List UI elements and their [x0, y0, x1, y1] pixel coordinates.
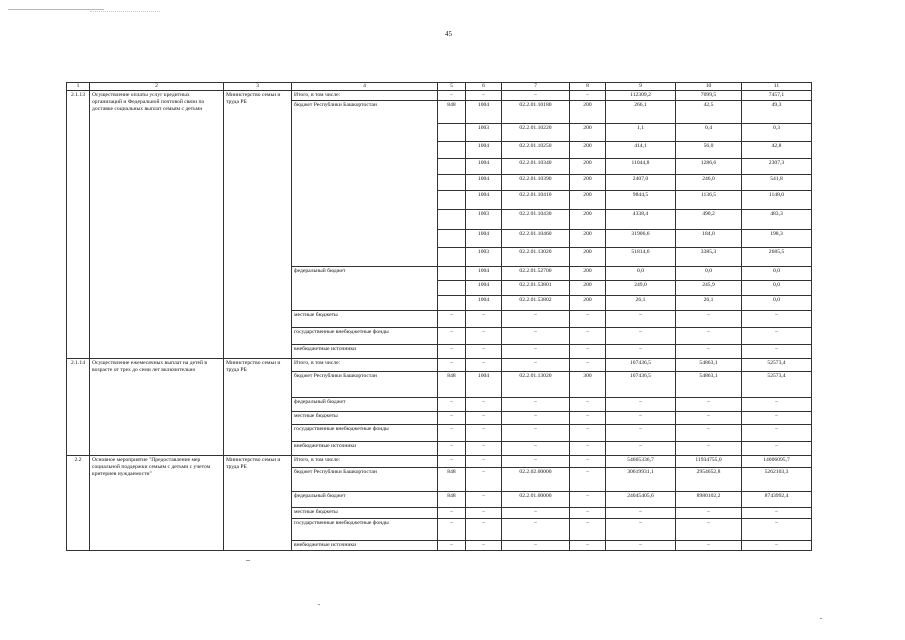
value-cell: –: [502, 327, 570, 344]
scan-mark-line: [8, 9, 104, 10]
value-cell: 02.2.01.10180: [502, 100, 570, 123]
value-cell: 02.2.01.13020: [502, 371, 570, 397]
value-cell: –: [502, 358, 570, 371]
value-cell: 54863,1: [676, 358, 742, 371]
source-label: бюджет Республики Башкортостан: [292, 371, 438, 397]
value-cell: –: [502, 310, 570, 327]
value-cell: 200: [570, 123, 606, 141]
source-label: местные бюджеты: [292, 507, 438, 518]
item-executor: Министерство семьи и труда РБ: [224, 455, 292, 550]
value-cell: –: [438, 411, 466, 424]
value-cell: –: [676, 327, 742, 344]
value-cell: –: [438, 358, 466, 371]
value-cell: 02.2.01.10340: [502, 158, 570, 174]
source-label: Итого, в том числе:: [292, 358, 438, 371]
value-cell: –: [676, 507, 742, 518]
value-cell: 1004: [466, 280, 502, 295]
value-cell: –: [438, 397, 466, 411]
value-cell: [438, 229, 466, 247]
value-cell: [438, 247, 466, 266]
value-cell: –: [742, 327, 812, 344]
value-cell: 200: [570, 295, 606, 310]
source-label: Итого, в том числе:: [292, 90, 438, 100]
source-label: государственные внебюджетные фонды: [292, 518, 438, 540]
source-label: местные бюджеты: [292, 310, 438, 327]
value-cell: –: [676, 540, 742, 550]
value-cell: 848: [438, 491, 466, 507]
value-cell: –: [466, 90, 502, 100]
header-cell: 4: [292, 83, 438, 91]
value-cell: –: [502, 455, 570, 467]
item-number: 2.1.14: [67, 358, 90, 455]
value-cell: 200: [570, 141, 606, 158]
value-cell: 02.2.01.53801: [502, 280, 570, 295]
header-cell: 3: [224, 83, 292, 91]
value-cell: 02.2.01.10390: [502, 174, 570, 190]
value-cell: 1003: [466, 123, 502, 141]
value-cell: [438, 174, 466, 190]
value-cell: 0,0: [742, 295, 812, 310]
value-cell: –: [570, 310, 606, 327]
value-cell: 414,1: [606, 141, 676, 158]
value-cell: 0,0: [742, 280, 812, 295]
value-cell: 26,1: [606, 295, 676, 310]
header-cell: 1: [67, 83, 90, 91]
value-cell: 200: [570, 266, 606, 280]
value-cell: 848: [438, 100, 466, 123]
value-cell: –: [570, 327, 606, 344]
value-cell: 200: [570, 280, 606, 295]
value-cell: 1003: [466, 247, 502, 266]
value-cell: 02.2.01.10460: [502, 229, 570, 247]
value-cell: –: [466, 441, 502, 455]
value-cell: 02.2.01.10410: [502, 190, 570, 209]
header-cell: 2: [90, 83, 224, 91]
value-cell: –: [570, 441, 606, 455]
header-cell: 11: [742, 83, 812, 91]
value-cell: 5262103,3: [742, 467, 812, 491]
value-cell: –: [502, 90, 570, 100]
value-cell: 11044,8: [606, 158, 676, 174]
item-executor: Министерство семьи и труда РБ: [224, 90, 292, 358]
value-cell: 1004: [466, 190, 502, 209]
value-cell: –: [502, 540, 570, 550]
value-cell: –: [606, 540, 676, 550]
value-cell: –: [606, 344, 676, 358]
value-cell: 11934755,0: [676, 455, 742, 467]
value-cell: –: [466, 467, 502, 491]
header-cell: 5: [438, 83, 466, 91]
value-cell: [438, 295, 466, 310]
source-label: федеральный бюджет: [292, 397, 438, 411]
value-cell: 52573,4: [742, 358, 812, 371]
value-cell: –: [466, 411, 502, 424]
value-cell: –: [502, 411, 570, 424]
value-cell: [438, 209, 466, 229]
value-cell: –: [606, 397, 676, 411]
value-cell: –: [676, 310, 742, 327]
value-cell: 112309,2: [606, 90, 676, 100]
value-cell: –: [676, 424, 742, 441]
value-cell: –: [742, 411, 812, 424]
value-cell: –: [466, 424, 502, 441]
value-cell: 2407,0: [606, 174, 676, 190]
value-cell: 1136,5: [676, 190, 742, 209]
value-cell: 30619931,1: [606, 467, 676, 491]
value-cell: 0,0: [606, 266, 676, 280]
value-cell: 246,0: [676, 174, 742, 190]
value-cell: 200: [570, 247, 606, 266]
value-cell: 483,3: [742, 209, 812, 229]
item-number: 2.2: [67, 455, 90, 550]
value-cell: 2307,3: [742, 158, 812, 174]
value-cell: –: [466, 310, 502, 327]
value-cell: 200: [570, 229, 606, 247]
header-cell: 6: [466, 83, 502, 91]
source-label: бюджет Республики Башкортостан: [292, 467, 438, 491]
value-cell: [438, 190, 466, 209]
value-cell: –: [570, 90, 606, 100]
value-cell: 49,3: [742, 100, 812, 123]
value-cell: –: [438, 455, 466, 467]
value-cell: 0,0: [676, 266, 742, 280]
header-cell: 7: [502, 83, 570, 91]
value-cell: –: [570, 344, 606, 358]
value-cell: 1286,6: [676, 158, 742, 174]
value-cell: 249,0: [606, 280, 676, 295]
value-cell: –: [606, 424, 676, 441]
value-cell: –: [438, 441, 466, 455]
value-cell: 02.2.01.53802: [502, 295, 570, 310]
value-cell: 1004: [466, 158, 502, 174]
budget-table: [66, 82, 812, 551]
value-cell: 245,9: [676, 280, 742, 295]
value-cell: –: [438, 507, 466, 518]
value-cell: 7099,5: [676, 90, 742, 100]
value-cell: 200: [570, 209, 606, 229]
value-cell: 198,3: [742, 229, 812, 247]
value-cell: [438, 123, 466, 141]
value-cell: 24045405,6: [606, 491, 676, 507]
value-cell: 107436,5: [606, 371, 676, 397]
value-cell: 31906,6: [606, 229, 676, 247]
value-cell: 300: [570, 371, 606, 397]
value-cell: –: [466, 327, 502, 344]
source-label: Итого, в том числе:: [292, 455, 438, 467]
value-cell: 4338,4: [606, 209, 676, 229]
value-cell: –: [570, 540, 606, 550]
value-cell: 1004: [466, 295, 502, 310]
value-cell: 848: [438, 371, 466, 397]
value-cell: –: [466, 518, 502, 540]
value-cell: 7457,1: [742, 90, 812, 100]
value-cell: 1148,0: [742, 190, 812, 209]
source-label: федеральный бюджет: [292, 491, 438, 507]
value-cell: –: [676, 397, 742, 411]
header-cell: 9: [606, 83, 676, 91]
value-cell: –: [742, 344, 812, 358]
value-cell: –: [466, 344, 502, 358]
value-cell: –: [570, 411, 606, 424]
value-cell: –: [742, 540, 812, 550]
scan-speck: [318, 604, 320, 605]
value-cell: 9844,5: [606, 190, 676, 209]
value-cell: –: [676, 441, 742, 455]
value-cell: –: [502, 424, 570, 441]
value-cell: –: [502, 397, 570, 411]
value-cell: –: [438, 540, 466, 550]
value-cell: –: [466, 540, 502, 550]
value-cell: [438, 141, 466, 158]
value-cell: –: [438, 518, 466, 540]
header-cell: 8: [570, 83, 606, 91]
value-cell: 541,8: [742, 174, 812, 190]
value-cell: –: [466, 397, 502, 411]
header-cell: 10: [676, 83, 742, 91]
value-cell: –: [742, 441, 812, 455]
value-cell: 200: [570, 100, 606, 123]
value-cell: –: [742, 518, 812, 540]
value-cell: 1004: [466, 100, 502, 123]
value-cell: –: [438, 344, 466, 358]
source-label: бюджет Республики Башкортостан: [292, 100, 438, 266]
source-label: местные бюджеты: [292, 411, 438, 424]
value-cell: 0,3: [742, 123, 812, 141]
value-cell: 51814,6: [606, 247, 676, 266]
value-cell: 3385,3: [676, 247, 742, 266]
value-cell: –: [502, 518, 570, 540]
value-cell: –: [438, 424, 466, 441]
value-cell: –: [502, 441, 570, 455]
item-number: 2.1.13: [67, 90, 90, 358]
value-cell: 1004: [466, 371, 502, 397]
value-cell: 1004: [466, 174, 502, 190]
value-cell: 42,8: [742, 141, 812, 158]
value-cell: 266,1: [606, 100, 676, 123]
value-cell: –: [570, 424, 606, 441]
value-cell: –: [466, 358, 502, 371]
value-cell: –: [742, 424, 812, 441]
source-label: внебюджетные источники: [292, 441, 438, 455]
value-cell: –: [502, 344, 570, 358]
value-cell: 1004: [466, 229, 502, 247]
value-cell: –: [742, 397, 812, 411]
table-header-row: [67, 83, 812, 91]
value-cell: –: [606, 518, 676, 540]
value-cell: 1004: [466, 266, 502, 280]
value-cell: 14006095,7: [742, 455, 812, 467]
value-cell: 02.2.01.00000: [502, 491, 570, 507]
value-cell: 54665336,7: [606, 455, 676, 467]
value-cell: –: [438, 90, 466, 100]
source-label: внебюджетные источники: [292, 344, 438, 358]
value-cell: 02.2.01.13020: [502, 247, 570, 266]
value-cell: –: [570, 507, 606, 518]
value-cell: [438, 158, 466, 174]
value-cell: 200: [570, 158, 606, 174]
value-cell: –: [570, 455, 606, 467]
value-cell: –: [742, 507, 812, 518]
value-cell: 2954652,8: [676, 467, 742, 491]
value-cell: 200: [570, 174, 606, 190]
value-cell: 1004: [466, 141, 502, 158]
value-cell: 54863,1: [676, 371, 742, 397]
value-cell: –: [676, 344, 742, 358]
value-cell: 8980102,2: [676, 491, 742, 507]
table-row: [67, 90, 812, 100]
value-cell: 02.2.01.10220: [502, 123, 570, 141]
value-cell: –: [606, 441, 676, 455]
value-cell: –: [466, 507, 502, 518]
item-name: Осуществление ежемесячных выплат на детей в возрасте от трех до семи лет включительно: [90, 358, 224, 455]
value-cell: 02.2.02.00000: [502, 467, 570, 491]
value-cell: –: [606, 327, 676, 344]
value-cell: [438, 280, 466, 295]
page-number: 45: [445, 30, 452, 38]
value-cell: 02.2.01.10250: [502, 141, 570, 158]
scan-speck: [820, 618, 822, 619]
value-cell: 0,4: [676, 123, 742, 141]
item-name: Осуществление оплаты услуг кредитных организаций и Федеральной почтовой связи по доставке социальных выплат семьям с детьми: [90, 90, 224, 358]
value-cell: 2685,5: [742, 247, 812, 266]
value-cell: 52573,4: [742, 371, 812, 397]
value-cell: –: [676, 518, 742, 540]
item-name: Основное мероприятие "Предоставление мер социальной поддержки семьям с детьми с учетом критериев нуждаемости": [90, 455, 224, 550]
value-cell: –: [570, 358, 606, 371]
scan-speck: [246, 560, 250, 561]
value-cell: –: [570, 397, 606, 411]
source-label: федеральный бюджет: [292, 266, 438, 310]
source-label: государственные внебюджетные фонды: [292, 327, 438, 344]
value-cell: –: [570, 518, 606, 540]
source-label: внебюджетные источники: [292, 540, 438, 550]
value-cell: –: [606, 411, 676, 424]
value-cell: 02.2.01.52700: [502, 266, 570, 280]
value-cell: –: [570, 491, 606, 507]
scan-mark-dots: [90, 11, 160, 12]
table-row: [67, 455, 812, 467]
value-cell: 1,1: [606, 123, 676, 141]
value-cell: [438, 266, 466, 280]
table-row: [67, 358, 812, 371]
value-cell: 200: [570, 190, 606, 209]
value-cell: –: [466, 491, 502, 507]
value-cell: 184,0: [676, 229, 742, 247]
value-cell: 26,1: [676, 295, 742, 310]
value-cell: 0,0: [742, 266, 812, 280]
value-cell: –: [742, 310, 812, 327]
value-cell: –: [466, 455, 502, 467]
value-cell: 490,2: [676, 209, 742, 229]
value-cell: –: [676, 411, 742, 424]
value-cell: 42,5: [676, 100, 742, 123]
value-cell: –: [438, 310, 466, 327]
value-cell: 1003: [466, 209, 502, 229]
value-cell: –: [606, 507, 676, 518]
value-cell: –: [606, 310, 676, 327]
value-cell: 848: [438, 467, 466, 491]
item-executor: Министерство семьи и труда РБ: [224, 358, 292, 455]
source-label: государственные внебюджетные фонды: [292, 424, 438, 441]
value-cell: 107436,5: [606, 358, 676, 371]
value-cell: –: [438, 327, 466, 344]
value-cell: –: [570, 467, 606, 491]
value-cell: 8743992,4: [742, 491, 812, 507]
value-cell: –: [502, 507, 570, 518]
value-cell: 56,0: [676, 141, 742, 158]
value-cell: 02.2.01.10430: [502, 209, 570, 229]
